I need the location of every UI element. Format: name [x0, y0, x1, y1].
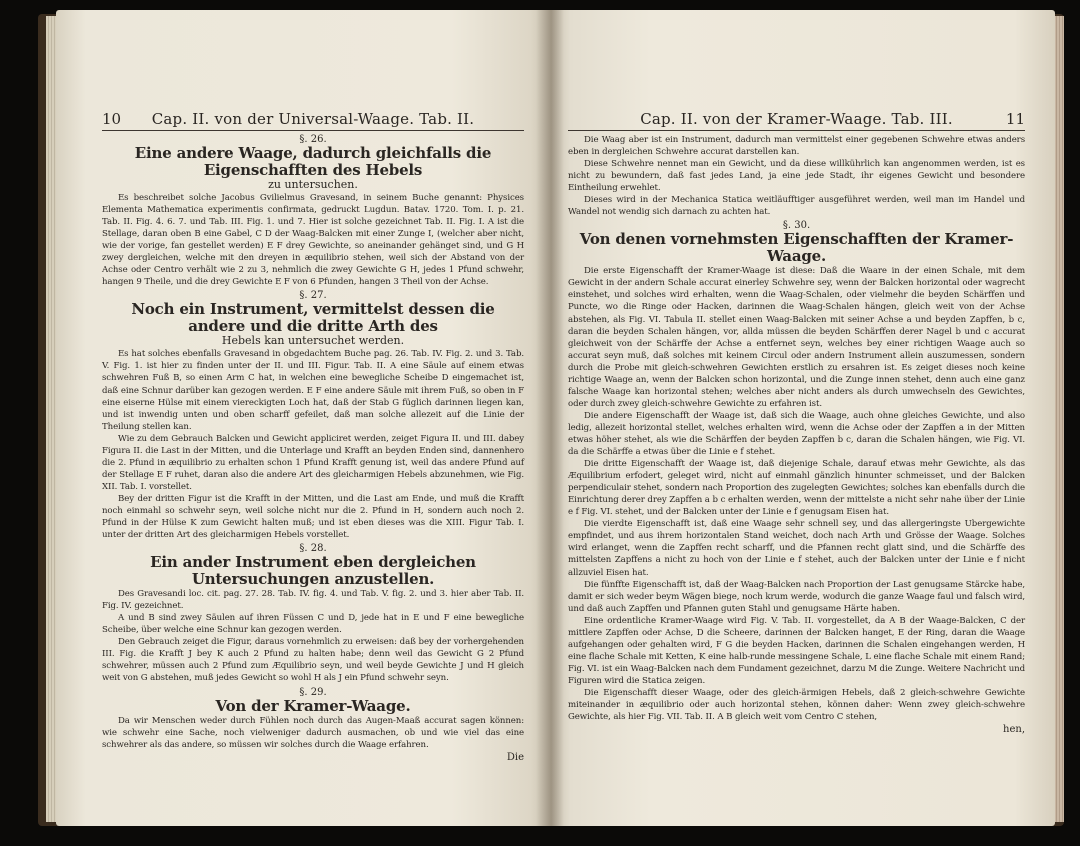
right-catchword: hen, [1003, 724, 1025, 736]
paragraph: Die fünffte Eigenschafft ist, daß der Waag-Balcken nach Proportion der Last genugsame Stärcke habe, damit er sich weder beym Wägen biege, noch krum werde, wodurch die ganze Waage faul und falsch wird, und daß auch Zapffen und Pfannen guten Stahl und genugsame Härte haben. [568, 579, 1025, 614]
section-30 [568, 220, 1025, 723]
right-page-header [568, 110, 1025, 131]
section-number: §. 27. [299, 290, 327, 302]
paragraph: Wie zu dem Gebrauch Balcken und Gewicht appliciret werden, zeiget Figura II. und III. dabey Figura II. die Last in der Mitten, und die Unterlage und Krafft an beyden Enden sind, dannenhero die 2. Pfund in æquilibrio zu erhalten schon 1 Pfund Krafft genung ist, weil das andere Pfund auf der Stellage E F ruhet, daran also die andere Art des gleicharmigen Hebels abzunehmen, wie Fig. XII. Tab. I. vorstellet. [102, 433, 524, 492]
section-28 [102, 543, 524, 684]
paragraph: Es beschreibet solche Jacobus Gvilielmus Gravesand, in seinem Buche genannt: Physices Elementa Mathematica experimentis confirmata, gedruckt Lugdun. Batav. 1720. Tom. I. p. 21. Tab. II. Fig. 4. 6. 7. und Tab. III. Fig. 1. und 7. Hier ist solche gezeichnet Tab. II. Fig. I. A ist die Stellage, daran oben B eine Gabel, C D der Waag-Balcken mit einer Zunge I, (welcher aber nicht, wie der vorige, fan gestellet werden) E F drey Gewichte, so aneinander gehänget sind, und G H zwey dergleichen, welche mit den dreyen in æquilibrio stehen, weil sich der Abstand von der Achse oder Centro verhält wie 2 zu 3, nehmlich die zwey Gewichte G H, jedes 1 Pfund schwehr, hangen 9 Theile, und die drey Gewichte E F von 6 Pfunden, hangen 3 Theil von der Achse. [102, 193, 524, 288]
paragraph: Diese Schwehre nennet man ein Gewicht, und da diese willkührlich kan angenommen werden, ist es nicht zu bewundern, daß fast jedes Land, ja eine jede Stadt, ihr eigenes Gewicht und besondere Eintheilung erwehlet. [568, 159, 1025, 194]
section-heading: Noch ein Instrument, vermittelst dessen die andere und die dritte Arth des [131, 300, 495, 336]
left-running-title: Cap. II. von der Universal-Waage. Tab. II. [151, 110, 475, 128]
left-page-header [102, 110, 524, 131]
left-page-content [56, 110, 550, 763]
right-page [550, 10, 1055, 826]
right-page-number: 11 [1005, 110, 1025, 128]
section-number: §. 28. [299, 543, 327, 555]
left-page-number: 10 [102, 110, 122, 128]
paragraph: Die andere Eigenschafft der Waage ist, daß sich die Waage, auch ohne gleiches Gewichte, und also ledig, allezeit horizontal stellet, welches erhalten wird, wenn die Achse oder der Zapffen a in der Mitten etwas höher stehet, als wie die Schärffen der beyden Zapffen b c, daran die Schalen hängen, wie Fig. VI. da die Schärffe a etwas über die Linie e f stehet. [568, 410, 1025, 458]
right-page-content [550, 110, 1055, 735]
section-26 [102, 134, 524, 288]
paragraph: Die Eigenschafft dieser Waage, oder des gleich-ärmigen Hebels, daß 2 gleich-schwehre Gewichte miteinander in æquilibrio oder auch horizontal stehen, können daher: Wenn zwey gleich-schwehre Gewichte, als hier Fig. VII. Tab. II. A B gleich weit vom Centro C stehen, [568, 687, 1025, 723]
left-catchword: Die [506, 751, 524, 763]
right-page-stack [1054, 16, 1064, 822]
paragraph: Den Gebrauch zeiget die Figur, daraus vornehmlich zu erweisen: daß bey der vorhergehenden III. Fig. die Krafft J bey K auch 2 Pfund zu halten habe; denn weil das Gewicht G 2 Pfund schwehrer, müssen auch 2 Pfund zum Æquilibrio seyn, und weil beyde Gewichte J und H gleich weit von G abstehen, muß jedes Gewicht so wohl H als J ein Pfund schwehr seyn. [102, 637, 524, 684]
section-heading: Von der Kramer-Waage. [215, 696, 411, 715]
paragraph: Bey der dritten Figur ist die Krafft in der Mitten, und die Last am Ende, und muß die Krafft noch einmahl so schwehr seyn, weil solche nicht nur die 2. Pfund in H, sondern auch noch 2. Pfund in der Hülse K zum Gewicht halten muß; und ist eben dieses was die XIII. Figur Tab. I. unter der dritten Art des gleicharmigen Hebels vorstellet. [102, 493, 524, 541]
section-heading: Eine andere Waage, dadurch gleichfalls die Eigenschafften des Hebels [134, 144, 492, 179]
section-number: §. 30. [782, 220, 811, 232]
paragraph: Die dritte Eigenschafft der Waage ist, daß diejenige Schale, darauf etwas mehr Gewichte, als das Æquilibrium erfodert, geleget wird, nicht auf einmahl gänzlich hinunter schmeisset, und der Balcken perpendiculair stehet, sondern nach Proportion des zugelegten Gewichtes; solches kan ebenfalls durch die Einrichtung derer drey Zapffen a b c erhalten werden, wenn der mittelste a nicht sehr nahe über der Linie e f Fig. VI. stehet, und der Balcken unter der Linie e f genugsam Eisen hat. [568, 459, 1025, 518]
paragraph: Die erste Eigenschafft der Kramer-Waage ist diese: Daß die Waare in der einen Schale, mit dem Gewicht in der andern Schale accurat einerley Schwehre sey, wenn der Balcken horizontal oder wagrecht einstehet, und solches wird erhalten, wenn die Waag-Schalen, oder vielmehr die beyden Schärffen und Puncte, wo die Ringe oder Hacken, darinnen die Waag-Schalen hängen, gleich weit von der Achse abstehen, als Fig. VI. Tabula II. stellet einen Waag-Balcken mit seiner Achse a und beyden Zapffen, b c, daran die beyden Schalen hängen, vor, allda müssen die beyden Schärffen derer Nagel b und c accurat gleichweit von der Schärffe der Achse a entfernet seyn, welches bey einer richtigen Waage auch so accurat seyn muß, daß solches mit keinem Circul oder andern Instrument allein auszumessen, sondern durch die Probe mit gleich-schwehren Gewichten erstlich zu ersahren ist. Es zeiget dieses noch keine richtige Waage an, wenn der Balcken schon horizontal, und die Zunge innen stehet, denn auch eine ganz falsche Waage kan horizontal stehen; welches aber nicht anders als durch umwechseln des Gewichtes, oder durch zwey gleich-schwehre Gewichte zu erfahren ist. [568, 266, 1025, 409]
paragraph: Es hat solches ebenfalls Gravesand in obgedachtem Buche pag. 26. Tab. IV. Fig. 2. und 3. Tab. V. Fig. 1. ist hier zu finden unter der II. und III. Figur. Tab. II. A eine Säule auf einem etwas schwehren Fuß B, so einen Arm C hat, in welchen eine bewegliche Scheibe D eingemachet ist, daß eine Schnur darüber kan gezogen werden. E F eine andere Säule mit ihrem Fuß, so oben in F eine eiserne Hülse mit einem viereckigten Loch hat, daß der Stab G füglich darinnen liegen kan, und ist inwendig unten und oben scharff gefeilet, daß man solche allezeit auf die Linie der Theilung stellen kan. [102, 349, 524, 432]
section-29 [102, 687, 524, 751]
paragraph: Die vierdte Eigenschafft ist, daß eine Waage sehr schnell sey, und das allergeringste Ubergewichte empfindet, und aus ihrem horizontalen Stand weichet, doch nach Arth und Grösse der Waage. Solches wird erlanget, wenn die Zapffen recht scharff, und die Pfannen recht glatt sind, und die Schärffe des mittelsten Zapffens a nicht zu hoch von der Linie e f stehet, auch der Balcken unter der Linie e f nicht allzuviel Eisen hat. [568, 519, 1025, 578]
paragraph: Die Waag aber ist ein Instrument, dadurch man vermittelst einer gegebenen Schwehre etwas anders eben in dergleichen Schwehre accurat darstellen kan. [568, 135, 1025, 158]
section-number: §. 26. [299, 134, 327, 145]
section-heading: Ein ander Instrument eben dergleichen Untersuchungen anzustellen. [150, 553, 476, 589]
paragraph: Dieses wird in der Mechanica Statica weitläufftiger ausgeführet werden, weil man im Handel und Wandel not wendig sich darnach zu achten hat. [568, 195, 1025, 218]
section-number: §. 29. [299, 686, 327, 698]
section-subheading: zu untersuchen. [268, 178, 358, 191]
paragraph: Des Gravesandi loc. cit. pag. 27. 28. Tab. IV. fig. 4. und Tab. V. fig. 2. und 3. hier aber Tab. II. Fig. IV. gezeichnet. [102, 589, 524, 612]
paragraph: Da wir Menschen weder durch Fühlen noch durch das Augen-Maaß accurat sagen können: wie schwehr eine Sache, noch vielweniger dadurch ausmachen, ob und wie viel das eine schwehrer als das andere, so müssen wir solches durch die Waage erfahren. [102, 715, 524, 750]
right-running-title: Cap. II. von der Kramer-Waage. Tab. III. [640, 110, 953, 128]
section-heading: Von denen vornehmsten Eigenschafften der Kramer-Waage. [579, 230, 1014, 266]
section-subheading: Hebels kan untersuchet werden. [221, 334, 405, 348]
left-page [56, 10, 550, 826]
paragraph: Eine ordentliche Kramer-Waage wird Fig. V. Tab. II. vorgestellet, da A B der Waage-Balcken, C der mittlere Zapffen oder Achse, D die Scheere, darinnen der Balcken hanget, E der Ring, daran die Waage aufgehangen oder gehalten wird, F G die beyden Hacken, darinnen die Schalen eingehangen werden, H eine flache Schale mit Ketten, K eine halb-runde messingene Schale, L eine flache Schale mit einem Rand; Fig. VI. ist ein Waag-Balcken nach dem Fundament gezeichnet, darzu M die Zunge. Weitere Nachricht und Figuren wird die Statica zeigen. [568, 615, 1025, 686]
section-27 [102, 290, 524, 541]
paragraph: A und B sind zwey Säulen auf ihren Füssen C und D, jede hat in E und F eine bewegliche Scheibe, über welche eine Schnur kan gezogen werden. [102, 613, 524, 636]
